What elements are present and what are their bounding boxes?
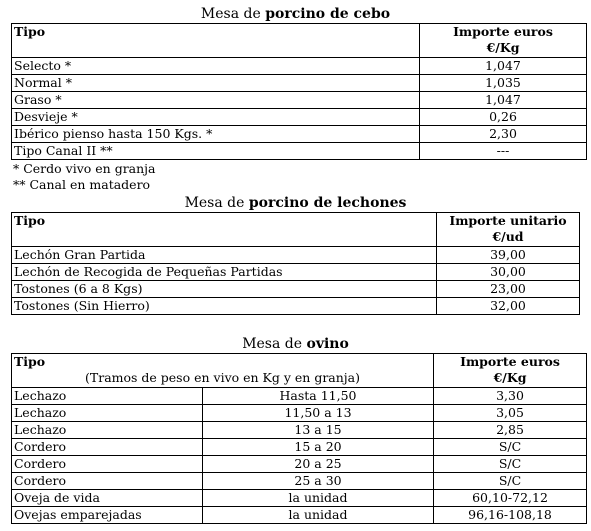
table-row	[12, 143, 587, 160]
header-importe	[434, 354, 587, 388]
table-row	[12, 58, 587, 75]
table-row	[12, 247, 580, 264]
cell-price: 32,00	[437, 298, 580, 315]
table-row	[12, 405, 587, 422]
cell-tipo: Cordero	[12, 439, 203, 456]
cell-tipo: Lechón Gran Partida	[12, 247, 437, 264]
cell-price: 30,00	[437, 264, 580, 281]
cell-tipo: Tostones (Sin Hierro)	[12, 298, 437, 315]
table-header-row	[12, 354, 587, 388]
cell-tipo: Desvieje *	[12, 109, 420, 126]
table-ovino	[11, 353, 587, 524]
cell-price: 2,30	[420, 126, 587, 143]
cell-tipo: Graso *	[12, 92, 420, 109]
footnote-1: * Cerdo vivo en granja	[13, 161, 156, 176]
cell-tipo: Normal *	[12, 75, 420, 92]
cell-tipo: Lechazo	[12, 388, 203, 405]
cell-price: 1,047	[420, 92, 587, 109]
cell-price: 60,10-72,12	[434, 490, 587, 507]
cell-tipo: Selecto *	[12, 58, 420, 75]
header-tipo: Tipo	[12, 213, 437, 247]
cell-price: 96,16-108,18	[434, 507, 587, 524]
caption-prefix: Mesa de	[242, 336, 307, 352]
header-importe-line2: €/ud	[492, 229, 524, 244]
header-importe-line1: Importe unitario	[449, 213, 567, 228]
caption-porcino-cebo	[0, 6, 591, 23]
table-row	[12, 126, 587, 143]
cell-tramo: 15 a 20	[203, 439, 434, 456]
header-importe-line1: Importe euros	[453, 24, 553, 39]
cell-price: 2,85	[434, 422, 587, 439]
cell-tramo: 20 a 25	[203, 456, 434, 473]
cell-price: 1,035	[420, 75, 587, 92]
cell-tramo: la unidad	[203, 490, 434, 507]
cell-tipo: Cordero	[12, 473, 203, 490]
cell-tipo: Ovejas emparejadas	[12, 507, 203, 524]
cell-price: 0,26	[420, 109, 587, 126]
cell-tipo: Ibérico pienso hasta 150 Kgs. *	[12, 126, 420, 143]
cell-price: 1,047	[420, 58, 587, 75]
cell-tipo: Oveja de vida	[12, 490, 203, 507]
table-row	[12, 490, 587, 507]
cell-tramo: la unidad	[203, 507, 434, 524]
cell-price: 3,05	[434, 405, 587, 422]
header-importe-line2: €/Kg	[486, 40, 520, 55]
table-header-row	[12, 24, 587, 58]
footnotes	[13, 161, 156, 193]
caption-bold: porcino de lechones	[248, 195, 407, 211]
table-header-row	[12, 213, 580, 247]
table-row	[12, 388, 587, 405]
caption-prefix: Mesa de	[200, 6, 266, 22]
table-row	[12, 109, 587, 126]
table-porcino-cebo	[11, 23, 587, 160]
table-row	[12, 298, 580, 315]
header-tipo: Tipo	[14, 354, 46, 369]
cell-price: S/C	[434, 456, 587, 473]
table-row	[12, 456, 587, 473]
caption-porcino-lechones	[0, 195, 591, 212]
cell-tipo: Tostones (6 a 8 Kgs)	[12, 281, 437, 298]
cell-price: 3,30	[434, 388, 587, 405]
header-tipo: Tipo	[12, 24, 420, 58]
cell-tipo: Lechazo	[12, 405, 203, 422]
cell-tipo: Tipo Canal II **	[12, 143, 420, 160]
header-importe	[420, 24, 587, 58]
table-row	[12, 281, 580, 298]
table-row	[12, 75, 587, 92]
caption-bold: ovino	[306, 336, 349, 352]
table-row	[12, 422, 587, 439]
cell-tramo: 11,50 a 13	[203, 405, 434, 422]
cell-tipo: Lechón de Recogida de Pequeñas Partidas	[12, 264, 437, 281]
caption-bold: porcino de cebo	[265, 6, 391, 22]
cell-price: ---	[420, 143, 587, 160]
header-tipo-group	[12, 354, 434, 388]
table-row	[12, 507, 587, 524]
table-row	[12, 264, 580, 281]
cell-tramo: 13 a 15	[203, 422, 434, 439]
footnote-2: ** Canal en matadero	[13, 177, 151, 192]
cell-price: S/C	[434, 473, 587, 490]
cell-tipo: Cordero	[12, 456, 203, 473]
header-importe	[437, 213, 580, 247]
cell-tramo: Hasta 11,50	[203, 388, 434, 405]
table-row	[12, 473, 587, 490]
caption-prefix: Mesa de	[184, 195, 249, 211]
header-importe-line2: €/Kg	[493, 370, 527, 385]
cell-price: 39,00	[437, 247, 580, 264]
cell-tramo: 25 a 30	[203, 473, 434, 490]
cell-price: 23,00	[437, 281, 580, 298]
cell-price: S/C	[434, 439, 587, 456]
header-importe-line1: Importe euros	[460, 354, 560, 369]
cell-tipo: Lechazo	[12, 422, 203, 439]
header-tramos: (Tramos de peso en vivo en Kg y en granja)	[85, 370, 361, 385]
table-row	[12, 92, 587, 109]
caption-ovino	[0, 336, 591, 353]
table-porcino-lechones	[11, 212, 580, 315]
table-row	[12, 439, 587, 456]
